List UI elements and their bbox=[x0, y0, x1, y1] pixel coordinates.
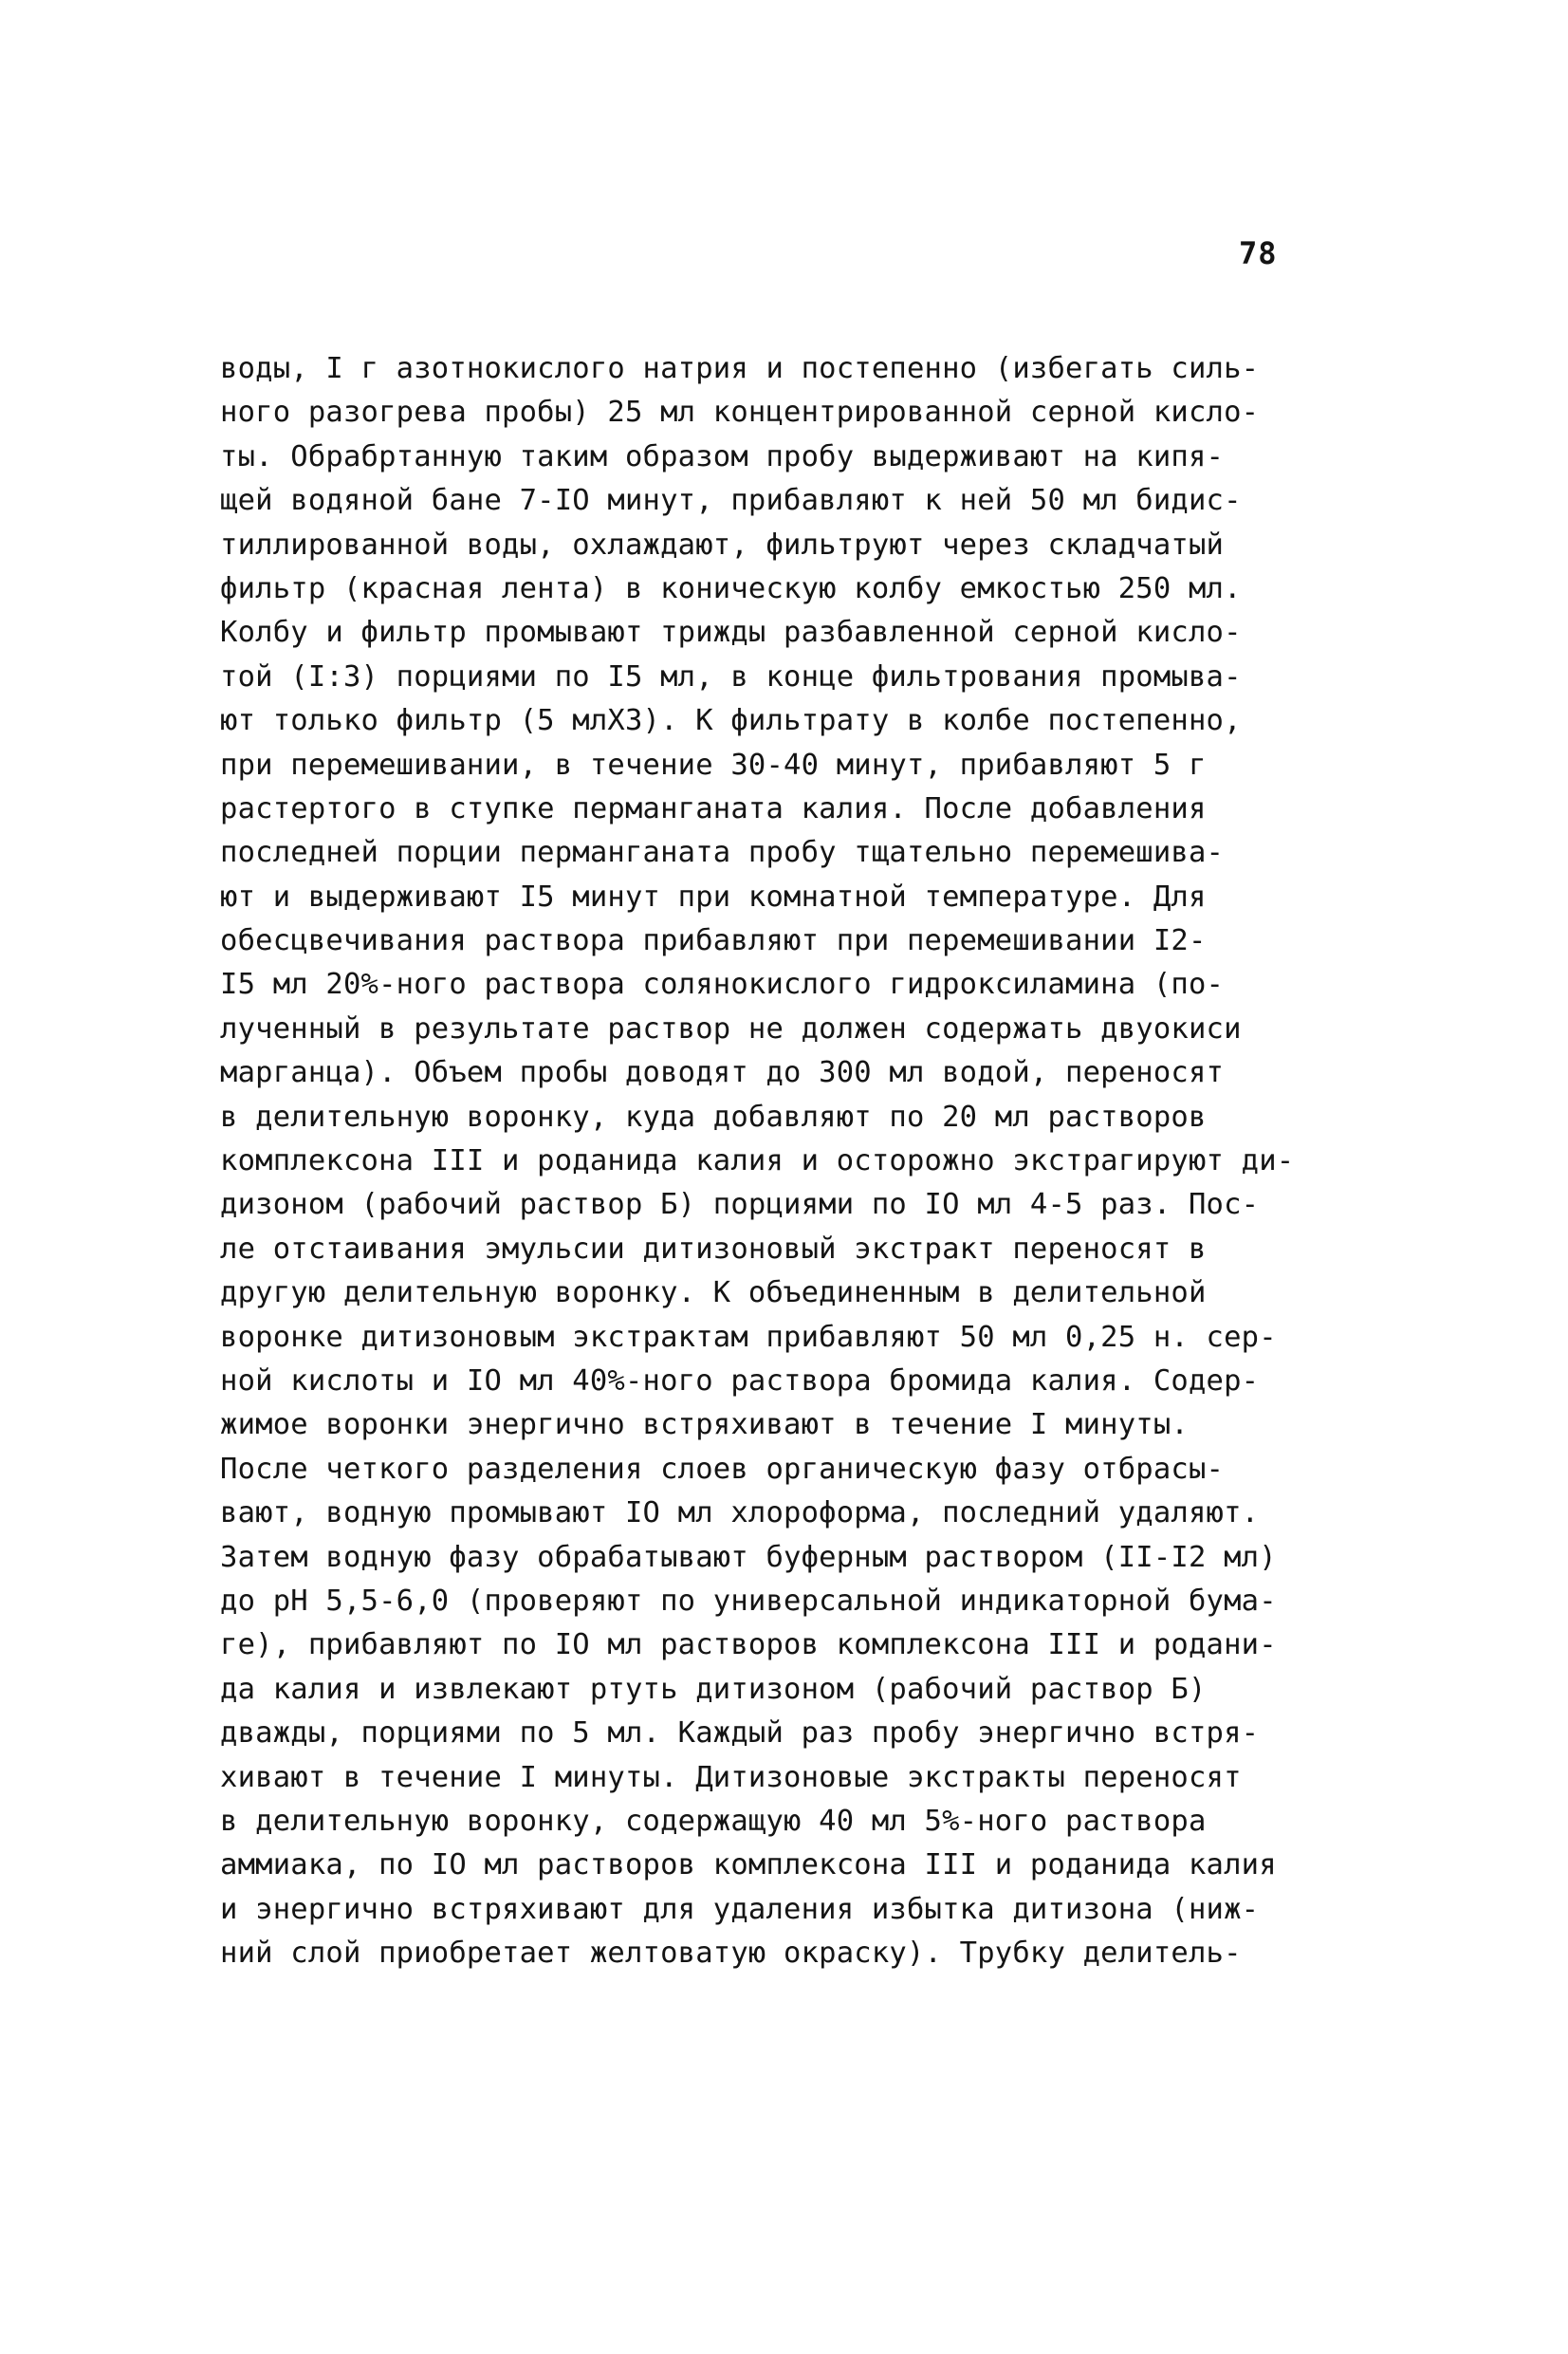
text-line: ной кислоты и IO мл 40%-ного раствора бромида калия. Содер- bbox=[220, 1363, 1260, 1398]
text-line: ют только фильтр (5 млХ3). К фильтрату в колбе постепенно, bbox=[220, 704, 1242, 738]
text-line: комплексона III и роданида калия и осторожно экстрагируют ди- bbox=[220, 1144, 1295, 1178]
text-line: ты. Обрабртанную таким образом пробу выдерживают на кипя- bbox=[220, 439, 1225, 473]
text-line: жимое воронки энергично встряхивают в течение I минуты. bbox=[220, 1408, 1189, 1442]
text-line: дважды, порциями по 5 мл. Каждый раз пробу энергично встря- bbox=[220, 1716, 1260, 1751]
text-line: и энергично встряхивают для удаления избытка дитизона (ниж- bbox=[220, 1892, 1260, 1926]
text-line: ле отстаивания эмульсии дитизоновый экстракт переносят в bbox=[220, 1232, 1207, 1266]
text-line: дизоном (рабочий раствор Б) порциями по IO мл 4-5 раз. Пос- bbox=[220, 1188, 1260, 1222]
text-line: фильтр (красная лента) в коническую колбу емкостью 250 мл. bbox=[220, 571, 1242, 605]
text-line: в делительную воронку, содержащую 40 мл 5%-ного раствора bbox=[220, 1804, 1207, 1838]
text-line: щей водяной бане 7-IO минут, прибавляют к ней 50 мл бидис- bbox=[220, 484, 1242, 518]
body-text bbox=[220, 347, 1339, 1975]
text-line: лученный в результате раствор не должен содержать двуокиси bbox=[220, 1011, 1242, 1046]
text-line: марганца). Объем пробы доводят до 300 мл водой, переносят bbox=[220, 1056, 1225, 1090]
text-line: воды, I г азотнокислого натрия и постепенно (избегать силь- bbox=[220, 352, 1260, 385]
text-line: ний слой приобретает желтоватую окраску). Трубку делитель- bbox=[220, 1937, 1242, 1971]
text-line: воронке дитизоновым экстрактам прибавляют 50 мл 0,25 н. сер- bbox=[220, 1320, 1277, 1354]
text-line: обесцвечивания раствора прибавляют при перемешивании I2- bbox=[220, 924, 1207, 958]
text-line: да калия и извлекают ртуть дитизоном (рабочий раствор Б) bbox=[220, 1672, 1207, 1706]
text-line: После четкого разделения слоев органическую фазу отбрасы- bbox=[220, 1452, 1225, 1486]
text-line: ют и выдерживают I5 минут при комнатной температуре. Для bbox=[220, 880, 1207, 914]
text-line: до pH 5,5-6,0 (проверяют по универсальной индикаторной бума- bbox=[220, 1584, 1277, 1618]
text-line: той (I:3) порциями по I5 мл, в конце фильтрования промыва- bbox=[220, 659, 1242, 694]
text-line: другую делительную воронку. К объединенным в делительной bbox=[220, 1276, 1207, 1310]
text-line: тиллированной воды, охлаждают, фильтруют через складчатый bbox=[220, 528, 1225, 562]
text-line: ге), прибавляют по IO мл растворов комплексона III и родани- bbox=[220, 1628, 1277, 1662]
page-number: 78 bbox=[1239, 235, 1278, 271]
text-line: в делительную воронку, куда добавляют по 20 мл растворов bbox=[220, 1100, 1207, 1134]
text-line: растертого в ступке перманганата калия. После добавления bbox=[220, 791, 1207, 825]
text-line: Колбу и фильтр промывают трижды разбавленной серной кисло- bbox=[220, 616, 1242, 650]
text-line: вают, водную промывают IO мл хлороформа, последний удаляют. bbox=[220, 1496, 1260, 1530]
text-line: хивают в течение I минуты. Дитизоновые экстракты переносят bbox=[220, 1760, 1242, 1794]
text-line: при перемешивании, в течение 30-40 минут, прибавляют 5 г bbox=[220, 748, 1207, 782]
text-line: I5 мл 20%-ного раствора солянокислого гидроксиламина (по- bbox=[220, 968, 1225, 1002]
text-line: ного разогрева пробы) 25 мл концентрированной серной кисло- bbox=[220, 396, 1260, 430]
text-line: аммиака, по IO мл растворов комплексона III и роданида калия bbox=[220, 1848, 1277, 1882]
text-line: последней порции перманганата пробу тщательно перемешива- bbox=[220, 836, 1225, 870]
text-line: Затем водную фазу обрабатывают буферным раствором (II-I2 мл) bbox=[220, 1540, 1277, 1574]
